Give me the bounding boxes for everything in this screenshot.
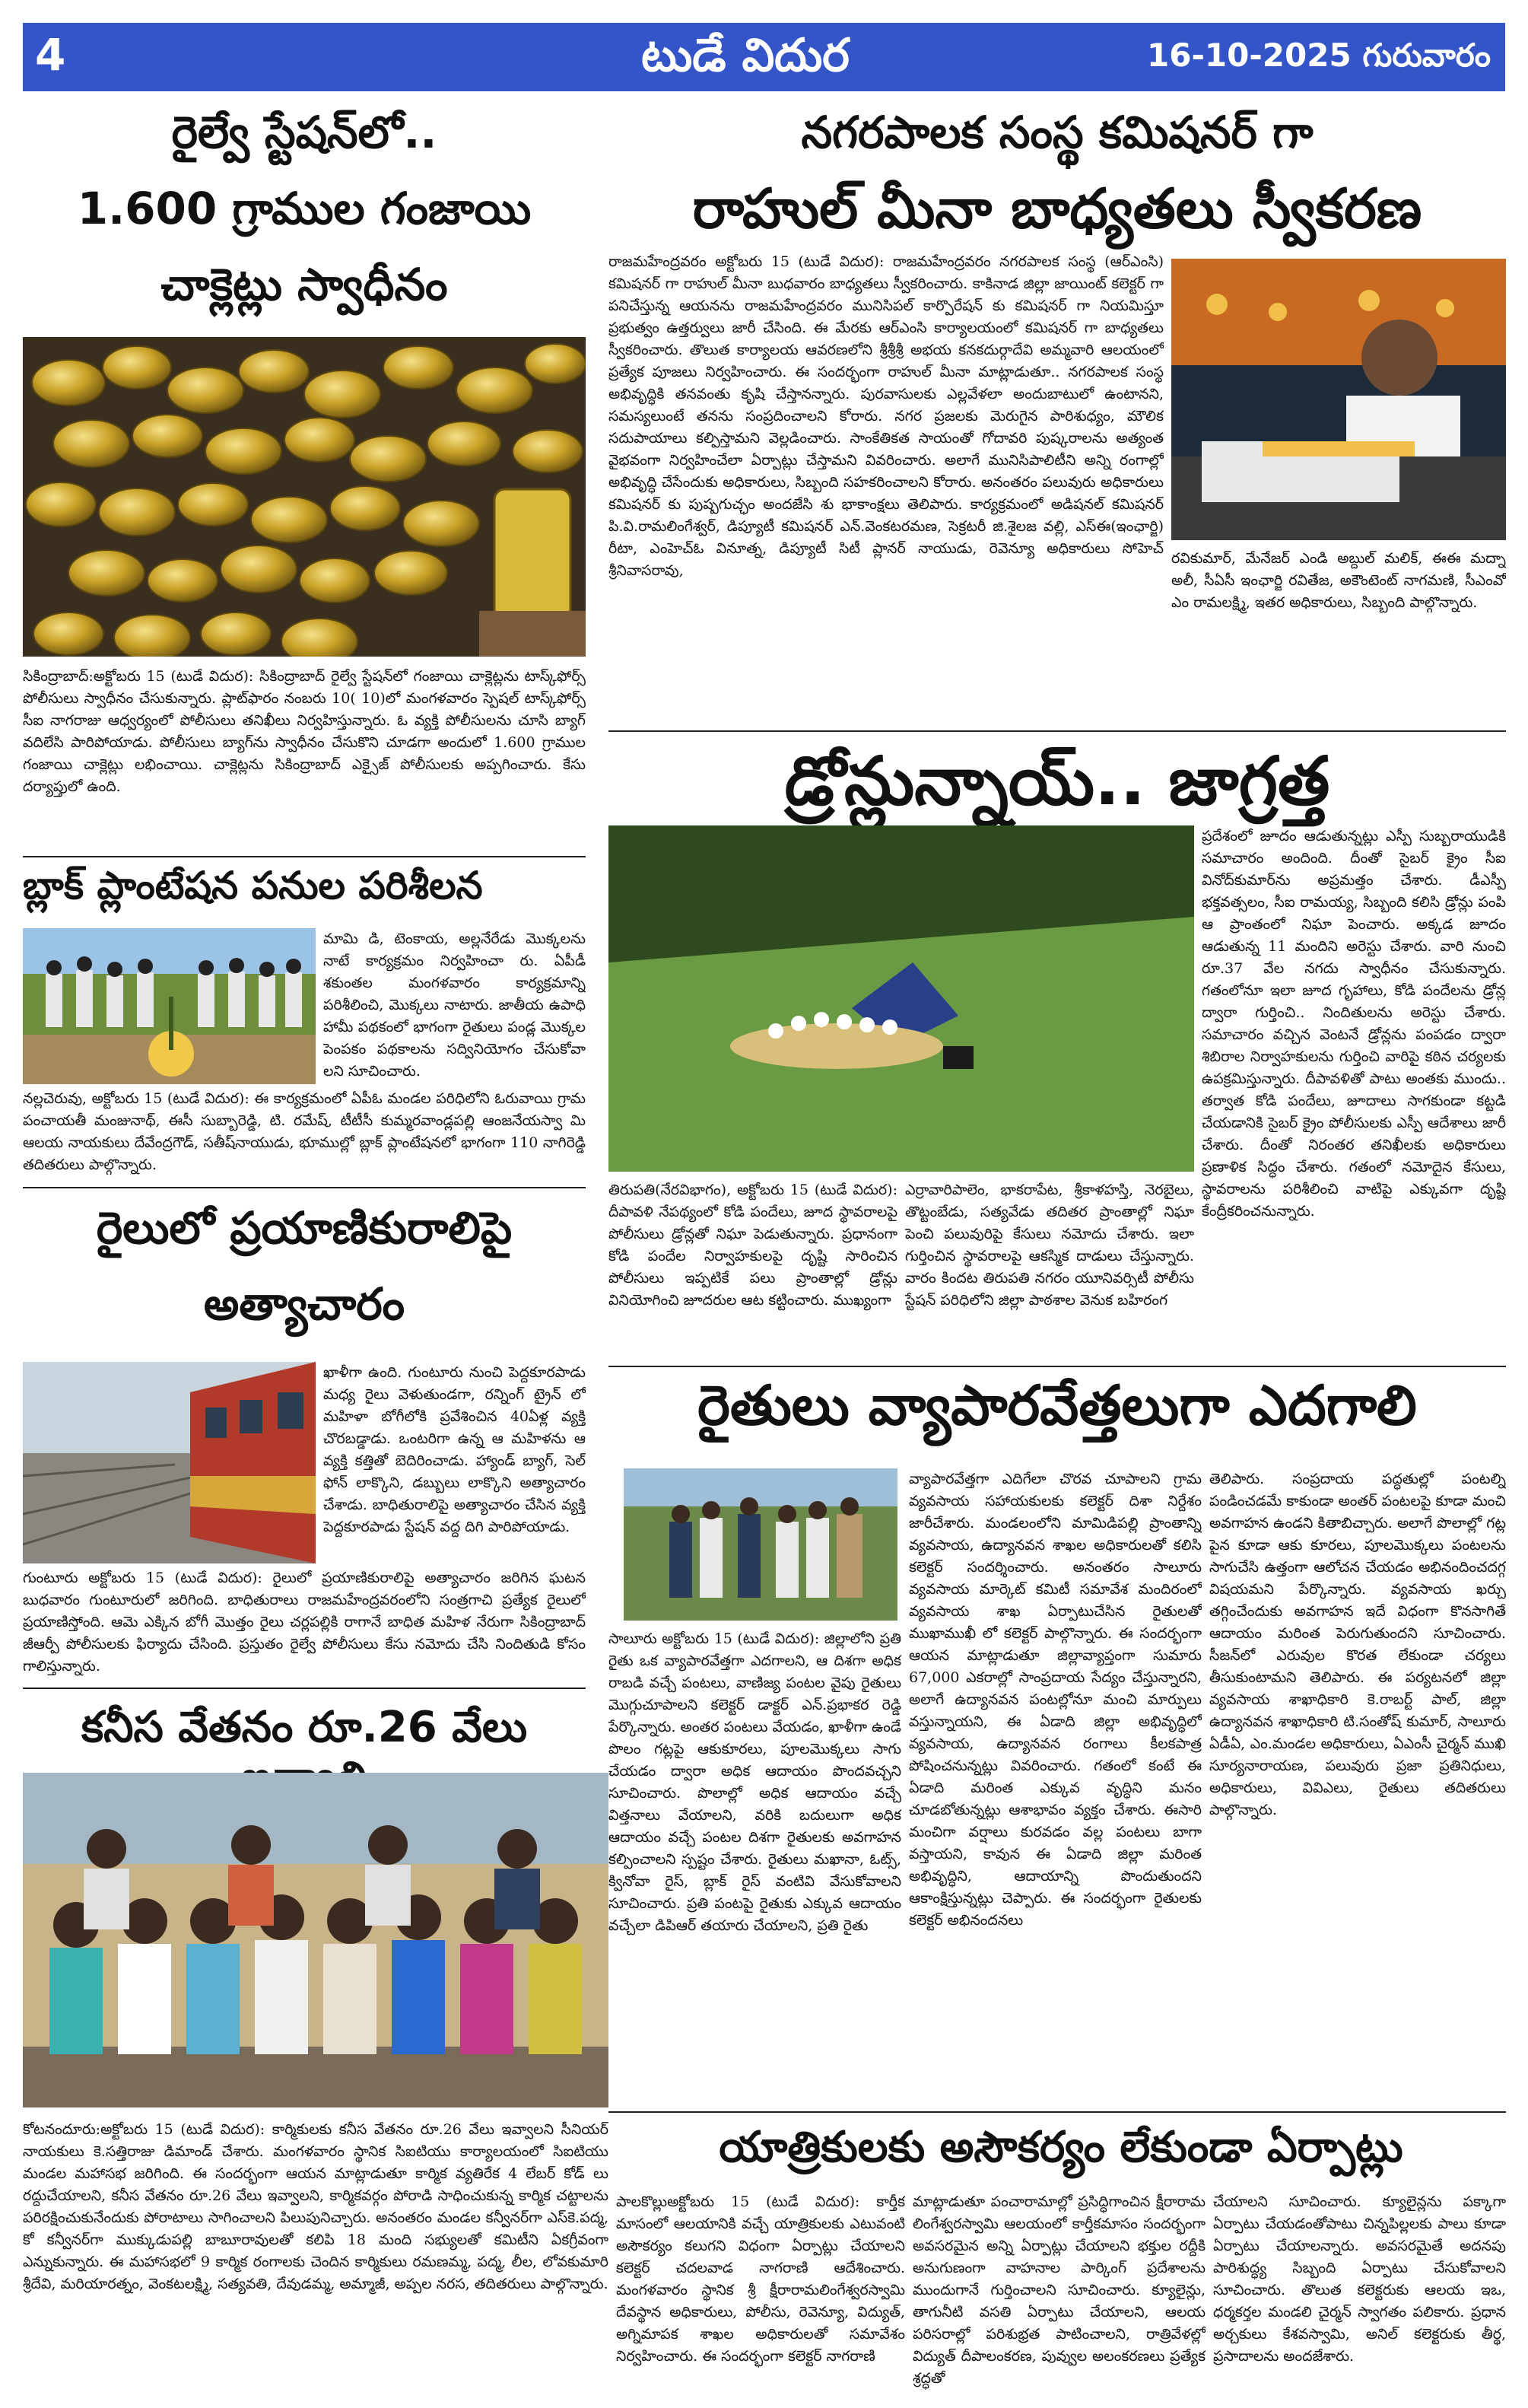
commissioner-photo [1171, 259, 1506, 540]
page-number: 4 [35, 29, 66, 81]
plantation-body: నల్లచెరువు, అక్టోబరు 15 (టుడే విదుర): ఈ కార్యక్రమంలో ఏపీఓ మండల పరిధిలోని ఓరువాయి గ్రామ పంచాయతీ మంజునాథ్, ఈసీ సుబ్బారెడ్డి, టి. రమేష్, టీటీసీ కుమ్మరవాండ్లపల్లి ఆంజనేయస్వా మి ఆలయ నాయకులు దేవేంద్రగౌడ్, సతీష్‌నాయుడు, భూముల్లో బ్లాక్ ప్లాంటేషనలో భాగంగా 110 నాగిరెడ్డి తదితరులు పాల్గొన్నారు. [23, 1090, 586, 1173]
divider [23, 856, 586, 857]
divider [608, 1366, 1506, 1367]
wages-group-photo [23, 1773, 608, 2107]
ganja-chocolates-photo [23, 337, 586, 657]
plantation-photo [23, 928, 316, 1084]
rape-headline-2: అత్యాచారం [203, 1278, 405, 1330]
commissioner-headline-2: రాహుల్ మీనా బాధ్యతలు స్వీకరణ [692, 177, 1422, 240]
ganja-headline-1: రైల్వే స్టేషన్‌లో.. [171, 107, 437, 158]
ganja-body: సికింద్రాబాద్:అక్టోబరు 15 (టుడే విదుర): సికింద్రాబాద్ రైల్వే స్టేషన్‌లో గంజాయి చాక్లెట్లను టాస్క్‌ఫోర్స్ పోలీసులు స్వాధీనం చేసుకున్నారు. ప్లాట్‌ఫారం నంబరు 10( 10)లో మంగళవారం స్పెషల్ టాస్క్‌ఫోర్స్ సీఐ నాగరాజు ఆధ్వర్యంలో పోలీసులు తనిఖీలు నిర్వహిస్తున్నారు. ఓ వ్యక్తి పోలీసులను చూసి బ్యాగ్ వదిలేసి పారిపోయాడు. పోలీసులు బ్యాగ్‌ను స్వాధీనం చేసుకొని చూడగా అందులో 1.600 గ్రాముల గంజాయి చాక్లెట్లు లభించాయి. చాక్లెట్లను సికింద్రాబాద్ ఎక్సైజ్ పోలీసులకు అప్పగించారు. కేసు దర్యాప్తులో ఉంది. [23, 668, 586, 795]
masthead [23, 23, 1505, 91]
train-photo [23, 1362, 316, 1563]
ganja-headline-3: చాక్లెట్లు స్వాధీనం [160, 259, 448, 310]
commissioner-side-text: రవికుమార్, మేనేజర్ ఎండి అబ్దుల్ మలిక్, ఈఈ మద్నా అలీ, సీఏసీ ఇంఛార్జి రవితేజ, అకౌంటెంట్ నాగమణి, సీఎంవో ఎం రామలక్ష్మి, ఇతర అధికారులు, సిబ్బంది పాల్గొన్నారు. [1171, 550, 1506, 611]
farmers-col-3: తెలిపారు. సంప్రదాయ పద్ధతుల్లో పంటల్ని పండించడమే కాకుండా అంతర్ పంటలపై కూడా మంచి అవగాహన ఉండని కితాబిచ్చారు. అలాగే పొలాల్లో గట్ల పైన కూడా ఆకు కూరలు, పూలమొక్కలు పంటలను సాగుచేసి ఉత్తంగా ఆలోచన చేయడం అభినందించదగ్గ విషయమని పేర్కొన్నారు. వ్యవసాయ ఖర్చు తగ్గించేందుకు అవగాహన ఇదే విధంగా కొనసాగితే ఆదాయం మరింత పెరుగుతుందని సూచించారు. సీజన్‌లో ఎరువుల కొరత లేకుండా చర్యలు తీసుకుంటామని తెలిపారు. ఈ పర్యటనలో జిల్లా వ్యవసాయ శాఖాధికారి కె.రాబర్ట్ పాల్, జిల్లా ఉద్యానవన శాఖాధికారి టి.సంతోష్ కుమార్, సాలూరు ఏడీఏ, ఎం.మండల అధికారులు, ఏఎంసీ చైర్మన్ ముఖి సూర్యనారాయణ, పలువురు ప్రజా ప్రతినిధులు, అధికారులు, వివిఎలు, రైతులు తదితరులు పాల్గొన్నారు. [1209, 1471, 1506, 1818]
pilgrims-col-1: పాలకొల్లుఅక్టోబరు 15 (టుడే విదుర): కార్తీక మాసంలో ఆలయానికి వచ్చే యాత్రికులకు ఎటువంటి అసౌకర్యం కలుగని విధంగా ఏర్పాట్లు చేయాలని కలెక్టర్ చదలవాడ నాగరాణి ఆదేశించారు. మంగళవారం స్థానిక శ్రీ క్షీరారామలింగేశ్వరస్వామి దేవస్థాన అధికారులు, పోలీసు, రెవెన్యూ, విద్యుత్, అగ్నిమాపక శాఖల అధికారులతో సమావేశం నిర్వహించారు. ఈ సందర్భంగా కలెక్టర్ నాగరాణి [616, 2193, 905, 2365]
pilgrims-col-3: చేయాలని సూచించారు. క్యూలైన్లను పక్కాగా ఏర్పాటు చేయడంతోపాటు చిన్నపిల్లలకు పాలు కూడా ఏర్పాటు చేయాలన్నారు. అవసరమైతే అదనపు పారిశుద్ధ్య సిబ్బంది ఏర్పాటు చేసుకోవాలని సూచించారు. తొలుత కలెక్టరుకు ఆలయ ఇఒ, ధర్మకర్తల మండలి చైర్మన్ స్వాగతం పలికారు. ప్రధాన అర్చకులు కేశవస్వామి, అనిల్ కలెక్టరుకు తీర్థ, ప్రసాదాలను అందజేశారు. [1213, 2193, 1506, 2365]
drones-side-text: ప్రదేశంలో జూదం ఆడుతున్నట్లు ఎస్పీ సుబ్బరాయుడికి సమాచారం అందింది. దీంతో సైబర్ క్రైం సీఐ వినోద్‌కుమార్‌ను అప్రమత్తం చేశారు. డీఎస్పీ భక్తవత్సలం, సీఐ రామయ్య, సిబ్బంది కలిసి డ్రోన్లు పంపి ఆ ప్రాంతంలో నిఘా పెంచారు. అక్కడ జూదం ఆడుతున్న 11 మందిని అరెస్టు చేశారు. వారి నుంచి రూ.37 వేల నగదు స్వాధీనం చేసుకున్నారు. గతంలోనూ ఇలా జూద గృహాలు, కోడి పందేలను డ్రోన్ల ద్వారా గుర్తించి.. నిందితులను అరెస్టు చేశారు. సమాచారం వచ్చిన వెంటనే డ్రోన్లను పంపడం ద్వారా శిబిరాల నిర్వాహకులను గుర్తించి వారిపై కఠిన చర్యలకు ఉపక్రమిస్తున్నారు. దీపావళితో పాటు అంతకు ముందు.. తర్వాత కోడి పందేలు, జూదాలు సాగకుండా కట్టడి చేయడానికి సైబర్ క్రైం పోలీసులకు ఎస్పీ ఆదేశాలు జారీ చేశారు. దీంతో నిరంతర తనిఖీలకు అధికారులు ప్రణాళిక సిద్ధం చేశారు. గతంలో నమోదైన కేసులు, స్థావరాలను పరిశీలించి వాటిపై ఎక్కువగా దృష్టి కేంద్రీకరించనున్నారు. [1202, 828, 1506, 1220]
rape-side-text: ఖాళీగా ఉంది. గుంటూరు నుంచి పెద్దకూరపాడు మధ్య రైలు వెళుతుండగా, రన్నింగ్ ట్రైన్ లో మహిళా బోగీలోకి ప్రవేశించిన 40ఏళ్ల వ్యక్తి చొరబడ్డాడు. ఒంటరిగా ఉన్న ఆ మహిళను ఆ వ్యక్తి కత్తితో బెదిరించాడు. హ్యాండ్ బ్యాగ్, సెల్ ఫోన్ లాక్కొని, డబ్బులు లాక్కొని అత్యాచారం చేశాడు. బాధితురాలిపై అత్యాచారం చేసిన వ్యక్తి పెద్దకూరపాడు స్టేషన్ వద్ద దిగి పారిపోయాడు. [323, 1364, 586, 1535]
farmers-col-1: సాలూరు అక్టోబరు 15 (టుడే విదుర): జిల్లాలోని ప్రతి రైతు ఒక వ్యాపారవేత్తగా ఎదగాలని, ఆ దిశగా అధిక రాబడి వచ్చే పంటలు, వాణిజ్య పంటల వైపు రైతులు మొగ్గుచూపాలని కలెక్టర్ డాక్టర్ ఎన్.ప్రభాకర రెడ్డి పేర్కొన్నారు. అంతర పంటలు వేయడం, ఖాళీగా ఉండే పొలం గట్లపై ఆకుకూరలు, పూలమొక్కలు సాగు చేయడం ద్వారా అధిక ఆదాయం పొందవచ్చని సూచించారు. పొలాల్లో అధిక ఆదాయం వచ్చే విత్తనాలు వేయాలని, వరికి బదులుగా అధిక ఆదాయం వచ్చే పంటల దిశగా రైతులకు అవగాహన కల్పించాలని స్పష్టం చేశారు. రైతులు మఖానా, ఓట్స్, క్వినోవా రైస్, బ్లాక్ రైస్ వంటివి వేసుకోవాలని సూచించారు. ప్రతి పంటపై రైతుకు ఎక్కువ ఆదాయం వచ్చేలా డిపిఆర్ తయారు చేయాలని, ప్రతి రైతు [608, 1630, 901, 1934]
divider [23, 1688, 586, 1689]
commissioner-body: రాజమహేంద్రవరం అక్టోబరు 15 (టుడే విదుర): రాజమహేంద్రవరం నగరపాలక సంస్థ (ఆర్ఎంసి) కమిషనర్ గా రాహుల్ మీనా బుధవారం బాధ్యతలు స్వీకరించారు. కాకినాడ జిల్లా జాయింట్ కలెక్టర్ గా పనిచేస్తున్న ఆయనను రాజమహేంద్రవరం మునిసిపల్ కార్పొరేషన్ కు కమిషనర్ గా నియమిస్తూ ప్రభుత్వం ఉత్తర్వులు జారీ చేసింది. ఈ మేరకు ఆర్ఎంసి కార్యాలయంలో కమిషనర్ గా బాధ్యతలు స్వీకరించారు. తొలుత కార్యాలయ ఆవరణలోని శ్రీశ్రీశ్రీ అభయ కనకదుర్గాదేవి అమ్మవారి ఆలయంలో ప్రత్యేక పూజలు నిర్వహించారు. ఈ సందర్భంగా రాహుల్ మీనా మాట్లాడుతూ.. నగరపాలక సంస్థ అభివృద్ధికి తనవంతు కృషి చేస్తానన్నారు. పురవాసులకు ఎల్లవేళలా అందుబాటులో ఉంటానని, సమస్యలుంటే తనను సంప్రదించాలని కోరారు. నగర ప్రజలకు మెరుగైన పారిశుధ్యం, మౌలిక సదుపాయాలు కల్పిస్తామని వెల్లడించారు. సాంకేతికత సాయంతో గోదావరి పుష్కరాలను అత్యంత వైభవంగా నిర్వహించేలా ఏర్పాట్లు చేస్తామని వివరించారు. అలాగే మునిసిపాలిటీని అన్ని రంగాల్లో అభివృద్ధి చేసేందుకు అధికారులు, సిబ్బంది సహకరించాలని కోరారు. అనంతరం పలువురు అధికారులు కమిషనర్ కు పుష్పగుచ్ఛం అందజేసి శు భాకాంక్షలు తెలిపారు. కార్యక్రమంలో అడిషనల్ కమిషనర్ పి.వి.రామలింగేశ్వర్, డిప్యూటీ కమిషనర్ ఎన్.వెంకటరమణ, సెక్రటరీ జి.శైలజ వల్లి, ఎస్ఈ(ఇంఛార్జి) రీటా, ఎంహెచ్ఓ వినూత్న, డిప్యూటీ సిటీ ప్లానర్ నాయుడు, రెవెన్యూ అధికారులు సోహెచ్ శ్రీనివాసరావు, [608, 253, 1164, 579]
drones-photo [608, 825, 1194, 1172]
date-line: 16-10-2025 గురువారం [1147, 37, 1491, 74]
farmers-headline: రైతులు వ్యాపారవేత్తలుగా ఎదగాలి [697, 1373, 1417, 1437]
farmers-photo [624, 1468, 897, 1621]
divider [23, 1187, 586, 1188]
pilgrims-col-2: మాట్లాడుతూ పంచారామాల్లో ప్రసిద్ధిగాంచిన క్షీరారామ లింగేశ్వరస్వామి ఆలయంలో కార్తీకమాసం సందర్భంగా అవసరమైన అన్ని ఏర్పాట్లు చేయాలని భక్తుల రద్దీకి అనుగుణంగా వాహనాల పార్కింగ్ ప్రదేశాలను ముందుగానే గుర్తించాలని సూచించారు. క్యూలైన్లు, తాగునీటి వసతి ఏర్పాటు చేయాలని, ఆలయ పరిసరాల్లో పరిశుభ్రత పాటించాలని, రాత్రివేళల్లో విద్యుత్ దీపాలంకరణ, పువ్వుల అలంకరణలు ప్రత్యేక శ్రద్ధతో [913, 2193, 1206, 2387]
paper-name: టుడే విదుర [641, 29, 850, 82]
drones-col-2: ఎర్రావారిపాలెం, భాకరాపేట, శ్రీకాళహస్తి, నెరబైలు, తొట్టంబేడు, సత్యవేడు తదితర ప్రాంతాల్లో నిఘా పెంచి పలువురిపై కేసులు నమోదు చేశారు. ఇలా గుర్తించిన స్థావరాలపై ఆకస్మిక దాడులు చేస్తున్నారు. వారం కిందట తిరుపతి నగరం యూనివర్సిటీ పోలీసు స్టేషన్ పరిధిలోని జిల్లా పాఠశాల వెనుక బహిరంగ [905, 1182, 1194, 1309]
divider [608, 730, 1506, 732]
pilgrims-headline: యాత్రికులకు అసౌకర్యం లేకుండా ఏర్పాట్లు [719, 2123, 1403, 2172]
plantation-headline: బ్లాక్ ప్లాంటేషన పనుల పరిశీలన [23, 864, 483, 908]
wages-headline: కనీస వేతనం రూ.26 వేలు [81, 1703, 528, 1752]
wages-body: కోటనందూరు:అక్టోబరు 15 (టుడే విదుర): కార్మికులకు కనీస వేతనం రూ.26 వేలు ఇవ్వాలని సీనియర్ నాయకులు కె.సత్తిరాజు డిమాండ్ చేశారు. మంగళవారం స్థానిక సిఐటియు కార్యాలయంలో సిఐటియు మండల మహాసభ జరిగింది. ఈ సందర్భంగా ఆయన మాట్లాడుతూ కార్మిక వ్యతిరేక 4 లేబర్ కోడ్ లు రద్దుచేయాలని, కనీస వేతనం రూ.26 వేలు ఇవ్వాలని, కార్మికవర్గం పోరాడి సాధించుకున్న కార్మిక చట్టాలను పరిరక్షించుకునేందుకు పోరాటాలు సాగించాలని పిలుపునిచ్చారు. అనంతరం మండల కన్వీనర్‌గా ఎస్‌కె.పద్మ, కో కన్వీనర్‌గా ముక్కుడుపల్లి బాబూరావులతో కలిపి 18 మంది సభ్యులతో కమిటీని ఏకగ్రీవంగా ఎన్నుకున్నారు. ఈ మహాసభలో 9 కార్మిక రంగాలకు చెందిన కార్మికులు రమణమ్మ, పద్మ, లీల, లోవకుమారి శ్రీదేవి, మరియారత్నం, వెంకటలక్ష్మి, సత్యవతి, దేవుడమ్మ, అమ్మాజీ, అప్పల నరస, తదితరులు పాల్గొన్నారు. [23, 2121, 608, 2292]
rape-headline-1: రైలులో ప్రయాణికురాలిపై [96, 1202, 513, 1254]
ganja-headline-2: 1.600 గ్రాముల గంజాయి [77, 183, 532, 234]
plantation-side-text: మామి డి, టెంకాయ, అల్లనేరేడు మొక్కలను నాటే కార్యక్రమం నిర్వహించా రు. ఏపీడీ శకుంతల మంగళవారం కార్యక్రమాన్ని పరిశీలించి, మొక్కలు నాటారు. జాతీయ ఉపాధి హామీ పథకంలో భాగంగా రైతులు పండ్ల మొక్కల పెంపకం పథకాలను సద్వినియోగం చేసుకోవా లని సూచించారు. [323, 930, 586, 1080]
divider [608, 2111, 1506, 2113]
farmers-col-2: వ్యాపారవేత్తగా ఎదిగేలా చొరవ చూపాలని గ్రామ వ్యవసాయ సహాయకులకు కలెక్టర్ దిశా నిర్దేశం జారీచేశారు. మండలంలోని మామిడిపల్లి ప్రాంతాన్ని వ్యవసాయ, ఉద్యానవన శాఖల అధికారులతో కలిసి కలెక్టర్ సందర్శించారు. అనంతరం సాలూరు వ్యవసాయ మార్కెట్ కమిటీ సమావేశ మందిరంలో వ్యవసాయ శాఖ ఏర్పాటుచేసిన రైతులతో ముఖాముఖీ లో కలెక్టర్ పాల్గొన్నారు. ఈ సందర్భంగా ఆయన మాట్లాడుతూ జిల్లావ్యాప్తంగా సుమారు 67,000 ఎకరాల్లో సాంప్రదాయ సేద్యం చేస్తున్నారని, అలాగే ఉద్యానవన పంటల్లోనూ మంచి మార్పులు వస్తున్నాయని, ఈ ఏడాది జిల్లా అభివృద్ధిలో వ్యవసాయ, ఉద్యానవన రంగాలు కీలకపాత్ర పోషించనున్నట్లు వివరించారు. గతంలో కంటే ఈ ఏడాది మరింత ఎక్కువ వృద్ధిని మనం చూడబోతున్నట్లు ఆశాభావం వ్యక్తం చేశారు. ఈసారి మంచిగా వర్షాలు కురవడం వల్ల పంటలు బాగా వస్తాయని, కావున ఈ ఏడాది జిల్లా మరింత అభివృద్ధిని, ఆదాయాన్ని పొందుతుందని ఆకాంక్షిస్తున్నట్లు చెప్పారు. ఈ సందర్భంగా రైతులకు కలెక్టర్ అభినందనలు [909, 1471, 1202, 1929]
rape-body: గుంటూరు అక్టోబరు 15 (టుడే విదుర): రైలులో ప్రయాణికురాలిపై అత్యాచారం జరిగిన ఘటన బుధవారం గుంటూరులో జరిగింది. బాధితురాలు రాజమహేంద్రవరంలోని సంత్రగాచి ప్రత్యేక రైలులో ప్రయాణిస్తోంది. ఆమె ఎక్కిన బోగీ మొత్తం రైలు చర్లపల్లికి రాగానే బాధిత మహిళ నేరుగా సికింద్రాబాద్ జీఆర్పీ పోలీసులకు ఫిర్యాదు చేసింది. ప్రస్తుతం రైల్వే పోలీసులు కేసు నమోదు చేసి నిందితుడి కోసం గాలిస్తున్నారు. [23, 1570, 586, 1675]
commissioner-headline-1: నగరపాలక సంస్థ కమిషనర్ గా [801, 107, 1314, 158]
drones-headline: డ్రోన్లున్నాయ్‌.. జాగ్రత్త [784, 742, 1330, 820]
drones-col-1: తిరుపతి(నేరవిభాగం), అక్టోబరు 15 (టుడే విదుర): దీపావళి నేపథ్యంలో కోడి పందేలు, జూద స్థావరాలపై పోలీసులు డ్రోన్లతో నిఘా పెడుతున్నారు. ప్రధానంగా కోడి పందేల నిర్వాహకులపై దృష్టి సారించిన పోలీసులు ఇప్పటికే పలు ప్రాంతాల్లో డ్రోన్లు వినియోగించి జూదరుల ఆట కట్టించారు. ముఖ్యంగా [608, 1182, 897, 1309]
